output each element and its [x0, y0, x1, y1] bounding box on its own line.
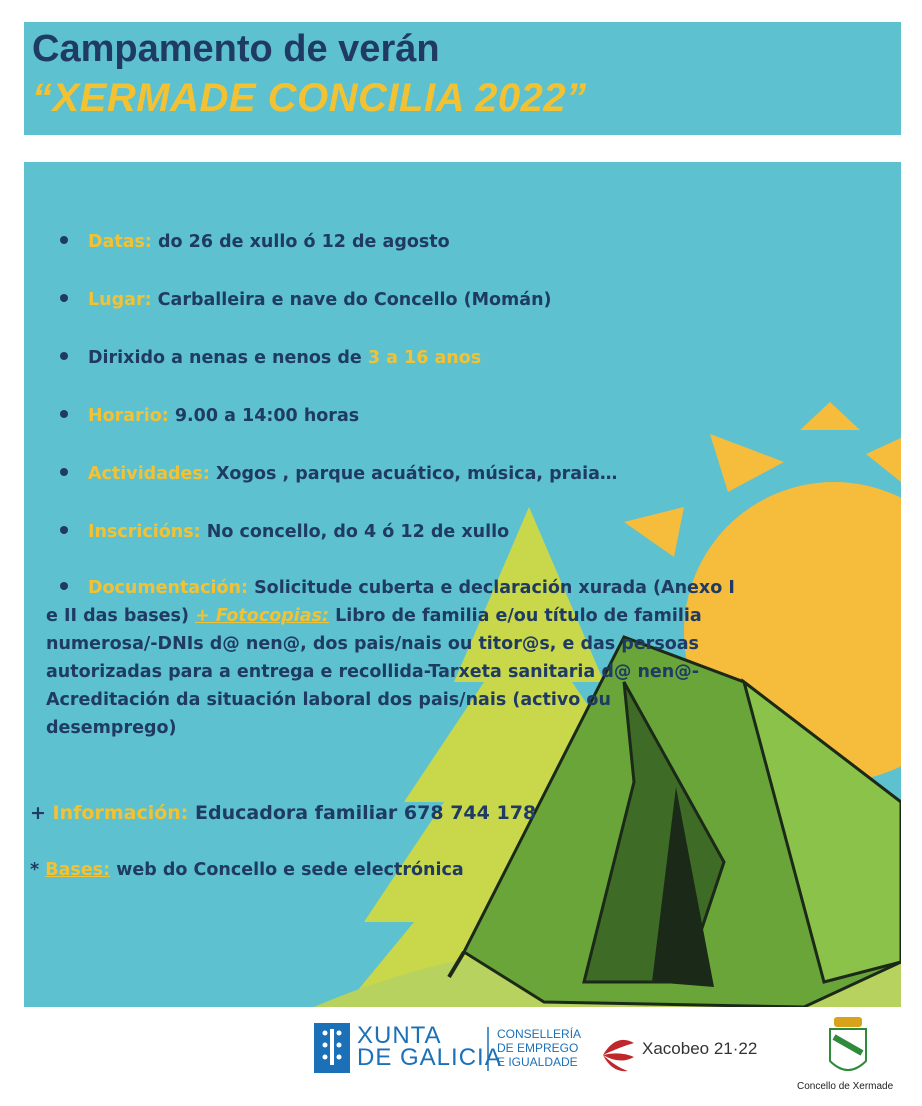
- xunta-line-1: XUNTA: [357, 1022, 442, 1049]
- page-title: Campamento de verán: [32, 28, 440, 70]
- bullet-icon: [60, 582, 68, 590]
- conselleria-line-2: DE EMPREGO: [497, 1041, 579, 1055]
- bases-line: [30, 860, 464, 880]
- sun-ray: [800, 402, 860, 430]
- header-banner: [24, 22, 901, 135]
- conselleria-line-3: E IGUALDADE: [497, 1055, 578, 1069]
- item-label: Horario:: [88, 406, 169, 426]
- info-label: Información:: [52, 802, 189, 824]
- bullet-icon: [60, 236, 68, 244]
- doc-text: Solicitude cuberta e declaración xurada (Anexo I e II das bases): [46, 578, 735, 626]
- sun-ray: [710, 434, 784, 492]
- bullet-icon: [60, 468, 68, 476]
- list-item-dates: [60, 232, 450, 252]
- item-label: Documentación:: [88, 578, 248, 598]
- bullet-icon: [60, 410, 68, 418]
- item-text: Dirixido a nenas e nenos de: [88, 348, 362, 368]
- xunta-line-2: DE GALICIA: [357, 1044, 502, 1071]
- bullet-icon: [60, 526, 68, 534]
- item-text: Carballeira e nave do Concello (Momán): [157, 290, 552, 310]
- item-text: No concello, do 4 ó 12 de xullo: [206, 522, 510, 542]
- footer-logos: [0, 1007, 922, 1106]
- info-text: Educadora familiar: [195, 802, 398, 824]
- poster-body: [24, 162, 901, 1007]
- item-text: 9.00 a 14:00 horas: [174, 406, 360, 426]
- conselleria-line-1: CONSELLERÍA: [497, 1027, 582, 1041]
- conselleria-text: [497, 1027, 581, 1069]
- xacobeo-shell-icon: [603, 1040, 634, 1071]
- xunta-logo-text: [357, 1022, 502, 1071]
- bases-text: web do Concello e sede electrónica: [116, 860, 464, 880]
- item-label: Inscricións:: [88, 522, 201, 542]
- list-item-activities: [60, 464, 617, 484]
- event-name: “XERMADE CONCILIA 2022”: [32, 76, 587, 120]
- list-item-schedule: [60, 406, 359, 426]
- info-line: [30, 802, 536, 824]
- item-text: Xogos , parque acuático, música, praia…: [215, 464, 618, 484]
- age-range: 3 a 16 anos: [367, 348, 482, 368]
- item-label: Datas:: [88, 232, 152, 252]
- list-item-registration: [60, 522, 509, 542]
- bullet-icon: [60, 352, 68, 360]
- item-label: Lugar:: [88, 290, 152, 310]
- xacobeo-text: Xacobeo 21·22: [642, 1039, 758, 1058]
- bases-prefix: *: [30, 860, 40, 880]
- concello-text: Concello de Xermade: [797, 1081, 894, 1092]
- doc-text-2: Libro de familia e/ou título de familia numerosa/-DNIs d@ nen@, dos pais/nais ou titor@s, e das persoas autorizadas para a entrega e recollida-Tarxeta sanitaria d@ nen@-Acreditación da situación laboral dos pais/nais (activo ou desemprego): [46, 606, 702, 738]
- bullet-icon: [60, 294, 68, 302]
- sun-ray: [624, 507, 684, 557]
- info-prefix: +: [30, 802, 46, 824]
- list-item-audience: [60, 348, 481, 368]
- bases-label: Bases:: [45, 860, 111, 880]
- list-item-documentation: [46, 574, 746, 742]
- list-item-place: [60, 290, 552, 310]
- photocopies-label: + Fotocopias:: [195, 606, 329, 626]
- item-text: do 26 de xullo ó 12 de agosto: [158, 232, 450, 252]
- item-label: Actividades:: [88, 464, 210, 484]
- phone-number: 678 744 178: [403, 802, 537, 824]
- sun-ray: [866, 438, 901, 482]
